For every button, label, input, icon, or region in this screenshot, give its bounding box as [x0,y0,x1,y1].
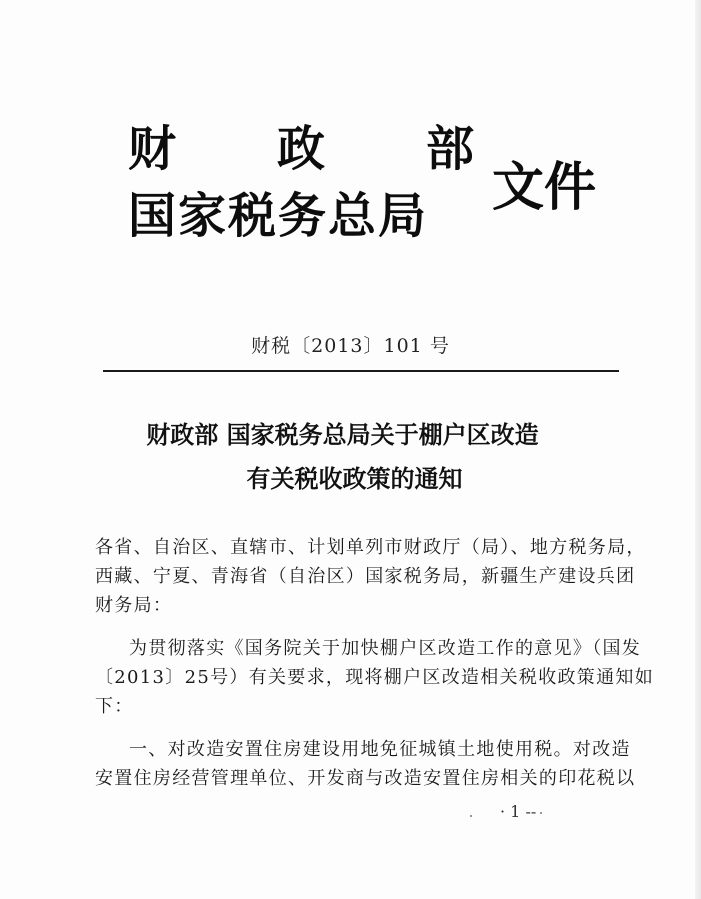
scan-speck [470,815,472,817]
text-line: 一、对改造安置住房建设用地免征城镇土地使用税。对改造 [129,739,631,760]
text-line: 安置住房经营管理单位、开发商与改造安置住房相关的印花税以 [95,768,636,789]
text-line: 西藏、宁夏、青海省（自治区）国家税务局，新疆生产建设兵团 [95,566,636,587]
issuer-state-taxation-administration: 国家税务总局 [128,188,429,244]
scan-edge [695,0,701,899]
scan-speck [540,812,542,814]
page-number: · 1 -- [500,802,537,821]
header-divider [103,370,619,372]
document-type-label: 文件 [492,157,597,218]
text-line: 财务局： [95,595,173,616]
issuer-char: 财 [128,121,177,177]
document-number: 财税〔2013〕101 号 [251,335,450,357]
body-paragraph-2 [95,735,636,793]
document-title-line-1: 财政部 国家税务总局关于棚户区改造 [146,420,539,449]
issuer-char: 部 [425,121,474,177]
issuer-ministry-of-finance [128,121,474,177]
body-paragraph-1 [95,634,655,721]
text-line: 为贯彻落实《国务院关于加快棚户区改造工作的意见》（国发 [129,638,642,659]
text-line: 〔2013〕25号）有关要求，现将棚户区改造相关税收政策通知如 [95,667,655,688]
text-line: 各省、自治区、直辖市、计划单列市财政厅（局）、地方税务局， [95,537,646,558]
text-line: 下： [95,696,134,717]
addressee-paragraph [95,533,646,620]
issuer-char: 政 [276,121,325,177]
document-title-line-2: 有关税收政策的通知 [246,464,463,493]
